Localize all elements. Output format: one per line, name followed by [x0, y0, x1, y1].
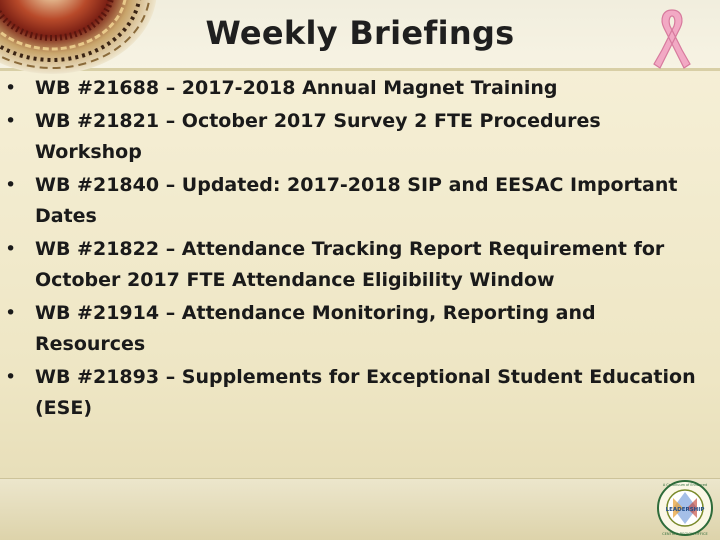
list-item — [0, 106, 712, 168]
list-item — [0, 73, 712, 104]
logo-top-text: A Continuum of Enhanced — [662, 483, 708, 487]
pink-ribbon-icon — [652, 6, 692, 70]
footer-band — [0, 478, 720, 540]
list-item-text: WB #21914 – Attendance Monitoring, Reporting and Resources — [35, 302, 596, 355]
bullet-icon: • — [5, 110, 17, 132]
list-item-text: WB #21822 – Attendance Tracking Report Requirement for October 2017 FTE Attendance Eligibility Window — [35, 238, 665, 291]
list-item-text: WB #21840 – Updated: 2017-2018 SIP and EESAC Important Dates — [35, 174, 678, 227]
leadership-seal-logo — [653, 478, 717, 538]
bullet-icon: • — [5, 238, 17, 260]
list-item — [0, 362, 712, 424]
list-item — [0, 234, 712, 296]
bullet-icon: • — [5, 366, 17, 388]
list-item-text: WB #21821 – October 2017 Survey 2 FTE Procedures Workshop — [35, 110, 601, 163]
bullet-icon: • — [5, 77, 17, 99]
list-item-text: WB #21688 – 2017-2018 Annual Magnet Training — [35, 77, 558, 99]
logo-center-text: LEADERSHIP — [665, 507, 705, 513]
bullet-icon: • — [5, 174, 17, 196]
briefing-list — [0, 73, 712, 426]
bullet-icon: • — [5, 302, 17, 324]
list-item — [0, 298, 712, 360]
logo-bottom-text: CENTRAL REGION OFFICE — [662, 532, 708, 536]
decorative-ornament-icon — [0, 0, 160, 75]
list-item-text: WB #21893 – Supplements for Exceptional Student Education (ESE) — [35, 366, 696, 419]
list-item — [0, 170, 712, 232]
slide-title: Weekly Briefings — [205, 14, 515, 52]
